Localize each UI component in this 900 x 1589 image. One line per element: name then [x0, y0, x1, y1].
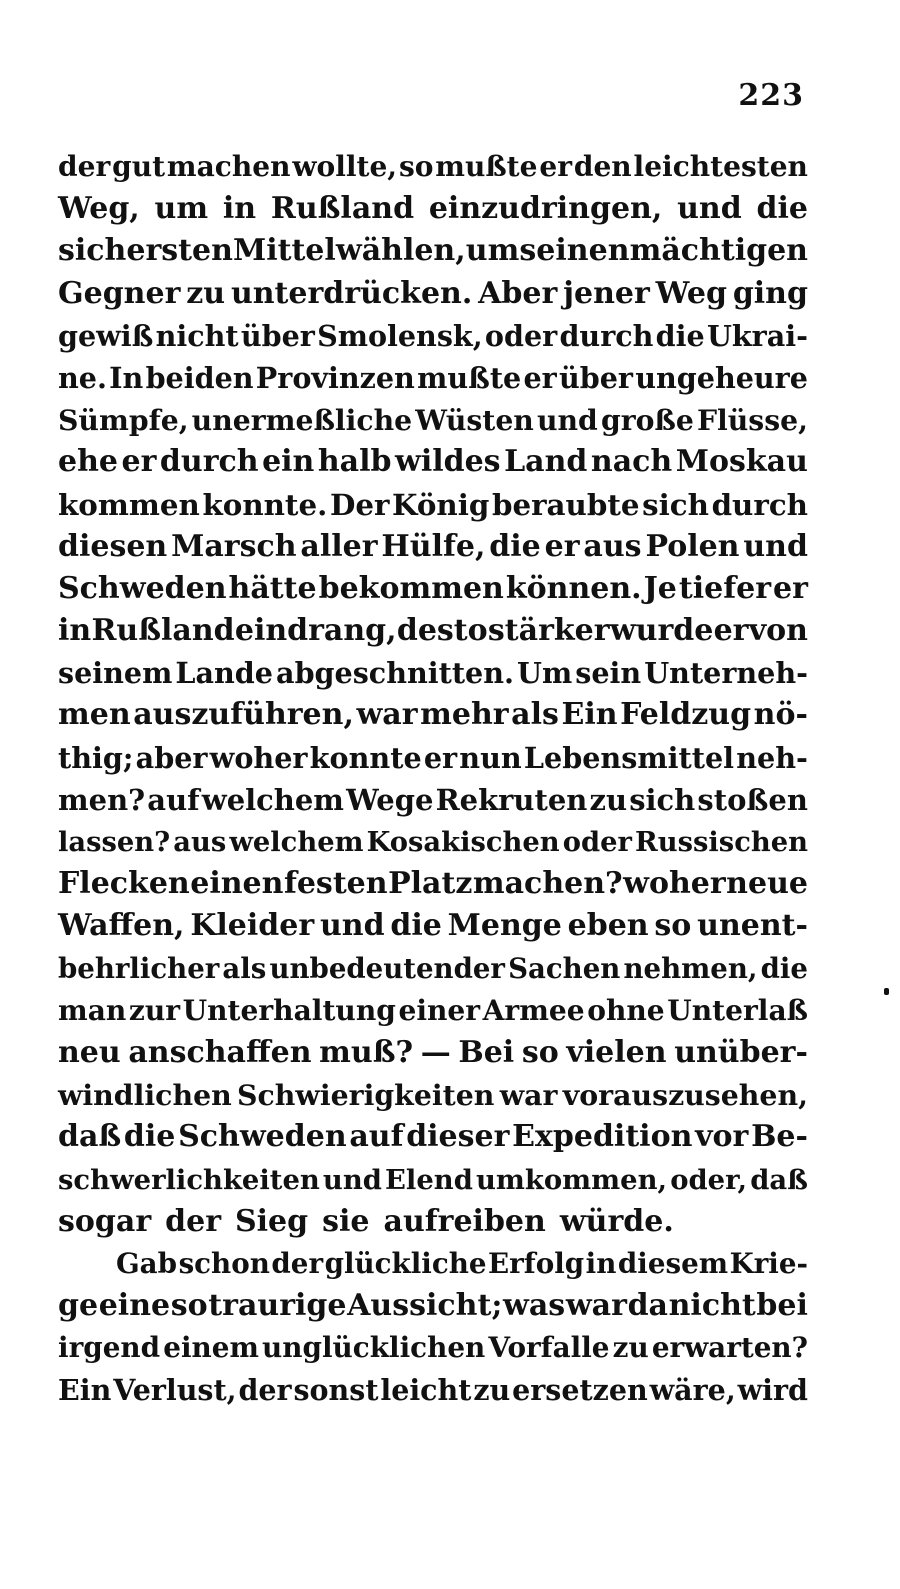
word: Wüsten — [415, 403, 534, 438]
word: konnte — [309, 740, 422, 775]
word: leichtesten — [633, 150, 808, 183]
word: seinem — [58, 656, 173, 691]
word: als — [222, 951, 267, 985]
word: diesen — [58, 528, 168, 564]
text-line — [58, 315, 808, 357]
text-line — [58, 357, 808, 399]
word: mächtigen — [629, 233, 808, 269]
word: war — [499, 1078, 558, 1113]
word: oder — [562, 826, 632, 858]
word: Provinzen — [255, 360, 415, 395]
word: sich — [642, 486, 709, 522]
word: muß? — [319, 1034, 414, 1070]
word: daß — [750, 1163, 808, 1196]
word: über — [240, 318, 315, 353]
word: die — [760, 951, 808, 985]
word: stoßen — [697, 782, 808, 817]
word: Land — [504, 444, 588, 480]
word: Unterhaltung — [182, 993, 396, 1027]
word: vorauszusehen, — [562, 1078, 808, 1113]
word: nicht — [155, 318, 239, 353]
word: was — [503, 1288, 566, 1324]
word: Lande — [175, 656, 273, 691]
word: umkommen, — [475, 1163, 668, 1196]
word: thig; — [58, 740, 134, 775]
word: ne. — [58, 360, 107, 395]
word: Elend — [385, 1163, 473, 1196]
text-line — [58, 1369, 808, 1411]
word: Expedition — [512, 1119, 693, 1155]
word: er — [121, 444, 157, 480]
text-line — [58, 230, 808, 272]
body-text — [58, 146, 808, 1412]
word: traurige — [208, 1288, 347, 1324]
word: woher — [209, 740, 308, 775]
word: ungeheure — [635, 360, 808, 395]
word: und — [677, 191, 742, 227]
word: men? — [58, 782, 146, 817]
word: Flüsse, — [696, 403, 808, 438]
word: Hülfe, — [381, 528, 486, 564]
word: Moskau — [675, 444, 808, 480]
word: man — [58, 993, 127, 1027]
word: er — [544, 528, 580, 564]
word: Platz — [388, 866, 473, 902]
word: beraubte — [491, 486, 640, 522]
word: zu — [186, 275, 226, 311]
word: Unterneh- — [644, 656, 808, 691]
word: auf — [349, 1119, 404, 1155]
word: Feldzug — [620, 697, 752, 733]
word: Gegner — [58, 275, 181, 311]
text-line — [58, 1201, 808, 1243]
word: schwerlichkeiten — [58, 1163, 320, 1196]
word: Rekruten — [435, 782, 588, 817]
word: unermeßliche — [191, 403, 413, 438]
word: Ein — [561, 697, 618, 733]
word: aller — [300, 528, 378, 564]
word: aus — [173, 826, 227, 858]
word: Russischen — [635, 826, 808, 858]
word: Verlust, — [113, 1373, 237, 1408]
word: ging — [732, 275, 808, 311]
word: der — [58, 150, 111, 183]
word: war — [356, 697, 418, 733]
word: Aussicht; — [347, 1288, 503, 1324]
word: ohne — [587, 993, 665, 1027]
word: sonst — [293, 1373, 379, 1408]
word: In — [109, 360, 144, 395]
word: neh- — [736, 740, 808, 775]
word: neu — [58, 1034, 121, 1070]
word: vor — [695, 1119, 749, 1155]
text-line — [58, 1327, 808, 1369]
word: die — [756, 191, 808, 227]
word: neue — [726, 866, 808, 902]
word: machen? — [472, 866, 623, 902]
word: eindrang, — [234, 613, 397, 649]
word: behrlicher — [58, 951, 220, 985]
word: festen — [283, 866, 388, 902]
page-number: 223 — [738, 78, 804, 113]
text-line — [58, 990, 808, 1032]
word: Vorfalle — [488, 1331, 610, 1365]
word: und — [322, 1163, 382, 1196]
word: Um — [517, 656, 573, 691]
word: irgend — [58, 1331, 161, 1365]
word: schon — [178, 1246, 270, 1280]
word: Kosakischen — [366, 826, 560, 858]
word: Schweden — [58, 570, 227, 606]
word: der — [238, 1373, 292, 1408]
word: leicht — [380, 1373, 472, 1408]
text-line — [58, 1116, 808, 1158]
word: konnte. — [202, 486, 328, 522]
word: Der — [329, 486, 390, 522]
word: tiefer — [678, 570, 772, 606]
word: Wege — [346, 782, 434, 817]
word: als — [511, 697, 559, 733]
word: zur — [128, 993, 181, 1027]
word: Flecken — [58, 866, 190, 902]
word: hätte — [228, 570, 317, 606]
word: jener — [563, 275, 650, 311]
word: und — [319, 908, 385, 944]
text-line — [58, 484, 808, 526]
word: aufreiben — [383, 1203, 546, 1239]
word: Krie- — [729, 1246, 808, 1280]
word: mehr — [420, 697, 509, 733]
word: wird — [737, 1373, 808, 1408]
word: so — [398, 150, 434, 183]
text-line — [58, 399, 808, 441]
word: Mittel — [232, 233, 336, 269]
word: daß — [58, 1119, 122, 1155]
word: ge — [58, 1288, 99, 1324]
word: mußte — [417, 360, 522, 395]
word: Aber — [478, 275, 558, 311]
word: eine — [98, 1288, 171, 1324]
text-line — [58, 652, 808, 694]
word: um — [465, 233, 520, 269]
word: diesem — [617, 1246, 729, 1280]
word: durch — [159, 444, 259, 480]
word: so — [654, 908, 692, 944]
text-line — [58, 568, 808, 610]
word: würde. — [559, 1203, 674, 1239]
word: einzudringen, — [428, 191, 663, 227]
word: nö- — [753, 697, 808, 733]
word: Smolensk, — [317, 318, 483, 353]
word: und — [743, 528, 808, 564]
word: der — [165, 1203, 221, 1239]
word: Sümpfe, — [58, 403, 189, 438]
word: mußte — [435, 150, 538, 183]
word: so — [170, 1288, 208, 1324]
word: einer — [398, 993, 481, 1027]
word: Weg, — [58, 191, 140, 227]
word: Gab — [116, 1246, 178, 1280]
word: die — [489, 528, 541, 564]
text-line — [58, 1159, 808, 1201]
word: ersetzen — [512, 1373, 648, 1408]
word: die — [390, 908, 442, 944]
word: und — [536, 403, 598, 438]
word: aus — [583, 528, 642, 564]
text-line — [58, 1243, 808, 1285]
word: können. — [505, 570, 642, 606]
word: in — [222, 191, 257, 227]
word: auf — [147, 782, 200, 817]
text-line — [58, 1032, 808, 1074]
word: einem — [163, 1331, 259, 1365]
word: Rußland — [270, 191, 415, 227]
word: unüber- — [674, 1034, 808, 1070]
word: sich — [629, 782, 696, 817]
word: nehmen, — [623, 951, 758, 985]
word: Polen — [645, 528, 740, 564]
word: machen — [166, 150, 291, 183]
word: ehe — [58, 444, 118, 480]
text-line — [58, 188, 808, 230]
text-line — [58, 1074, 808, 1116]
word: unbedeutender — [269, 951, 505, 985]
word: wildes — [395, 444, 501, 480]
word: Rußland — [91, 613, 235, 649]
word: die — [655, 318, 705, 353]
word: in — [585, 1246, 617, 1280]
word: so — [521, 1034, 559, 1070]
word: eben — [567, 908, 649, 944]
word: Waffen, — [58, 908, 185, 944]
word: windlichen — [58, 1078, 232, 1113]
text-line — [58, 441, 808, 483]
word: oder, — [670, 1163, 748, 1196]
word: gewiß — [58, 318, 154, 353]
word: bei — [756, 1288, 808, 1324]
word: Sachen — [508, 951, 621, 985]
word: wollte, — [292, 150, 398, 183]
word: kommen — [58, 486, 200, 522]
word: sein — [575, 656, 642, 691]
word: Ein — [58, 1373, 112, 1408]
text-line — [58, 526, 808, 568]
word: oder — [484, 318, 558, 353]
word: aber — [135, 740, 208, 775]
word: unent- — [697, 908, 808, 944]
text-line — [58, 863, 808, 905]
word: durch — [559, 318, 654, 353]
word: er — [713, 613, 749, 649]
word: Kleider — [190, 908, 315, 944]
word: sichersten — [58, 233, 233, 269]
word: abgeschnitten. — [276, 656, 514, 691]
text-line — [58, 610, 808, 652]
word: durch — [711, 486, 808, 522]
text-line — [58, 948, 808, 990]
word: Je — [643, 570, 677, 606]
word: Bei — [458, 1034, 515, 1070]
word: sogar — [58, 1203, 152, 1239]
word: lassen? — [58, 826, 171, 858]
word: in — [58, 613, 92, 649]
word: wäre, — [649, 1373, 736, 1408]
word: Erfolg — [488, 1246, 585, 1280]
word: Weg — [655, 275, 727, 311]
word: Be- — [751, 1119, 808, 1155]
margin-ink-mark — [884, 988, 889, 995]
word: nicht — [668, 1288, 756, 1324]
word: dieser — [406, 1119, 510, 1155]
word: war — [565, 1288, 627, 1324]
word: er — [773, 570, 808, 606]
word: erwarten? — [651, 1331, 808, 1365]
word: um — [154, 191, 209, 227]
word: men — [58, 697, 131, 733]
word: wählen, — [335, 233, 466, 269]
word: die — [123, 1119, 176, 1155]
word: er — [523, 360, 557, 395]
text-line — [58, 821, 808, 863]
word: auszuführen, — [133, 697, 354, 733]
text-line — [58, 146, 808, 188]
word: Lebensmittel — [523, 740, 735, 775]
text-line — [58, 737, 808, 779]
word: bekommen — [318, 570, 504, 606]
word: nun — [459, 740, 522, 775]
word: welchem — [229, 826, 364, 858]
word: er — [423, 740, 458, 775]
word: halb — [317, 444, 392, 480]
text-line — [58, 1285, 808, 1327]
word: Armee — [482, 993, 585, 1027]
word: Ukrai- — [706, 318, 808, 353]
word: da — [627, 1288, 668, 1324]
word: wurde — [609, 613, 714, 649]
word: — — [420, 1034, 451, 1070]
word: vielen — [566, 1034, 667, 1070]
word: stärker — [487, 613, 610, 649]
word: der — [271, 1246, 324, 1280]
word: unterdrücken. — [230, 275, 473, 311]
word: Marsch — [171, 528, 297, 564]
word: ein — [262, 444, 315, 480]
word: sie — [322, 1203, 370, 1239]
word: große — [600, 403, 694, 438]
text-line — [58, 905, 808, 947]
word: den — [573, 150, 632, 183]
word: Schweden — [178, 1119, 347, 1155]
word: woher — [623, 866, 726, 902]
word: er — [539, 150, 572, 183]
word: nach — [590, 444, 673, 480]
word: über — [558, 360, 633, 395]
text-line — [58, 779, 808, 821]
word: Unterlaß — [667, 993, 808, 1027]
word: von — [748, 613, 808, 649]
word: König — [392, 486, 490, 522]
word: gut — [112, 150, 166, 183]
word: einen — [190, 866, 284, 902]
word: unglücklichen — [262, 1331, 486, 1365]
text-line — [58, 273, 808, 315]
word: Menge — [447, 908, 562, 944]
word: welchem — [201, 782, 344, 817]
text-line — [58, 694, 808, 736]
word: zu — [473, 1373, 511, 1408]
word: beiden — [145, 360, 254, 395]
word: zu — [589, 782, 628, 817]
word: zu — [612, 1331, 649, 1365]
word: seinen — [519, 233, 630, 269]
word: anschaffen — [128, 1034, 312, 1070]
word: Sieg — [235, 1203, 309, 1239]
word: desto — [396, 613, 488, 649]
word: Schwierigkeiten — [237, 1078, 495, 1113]
word: glückliche — [324, 1246, 487, 1280]
